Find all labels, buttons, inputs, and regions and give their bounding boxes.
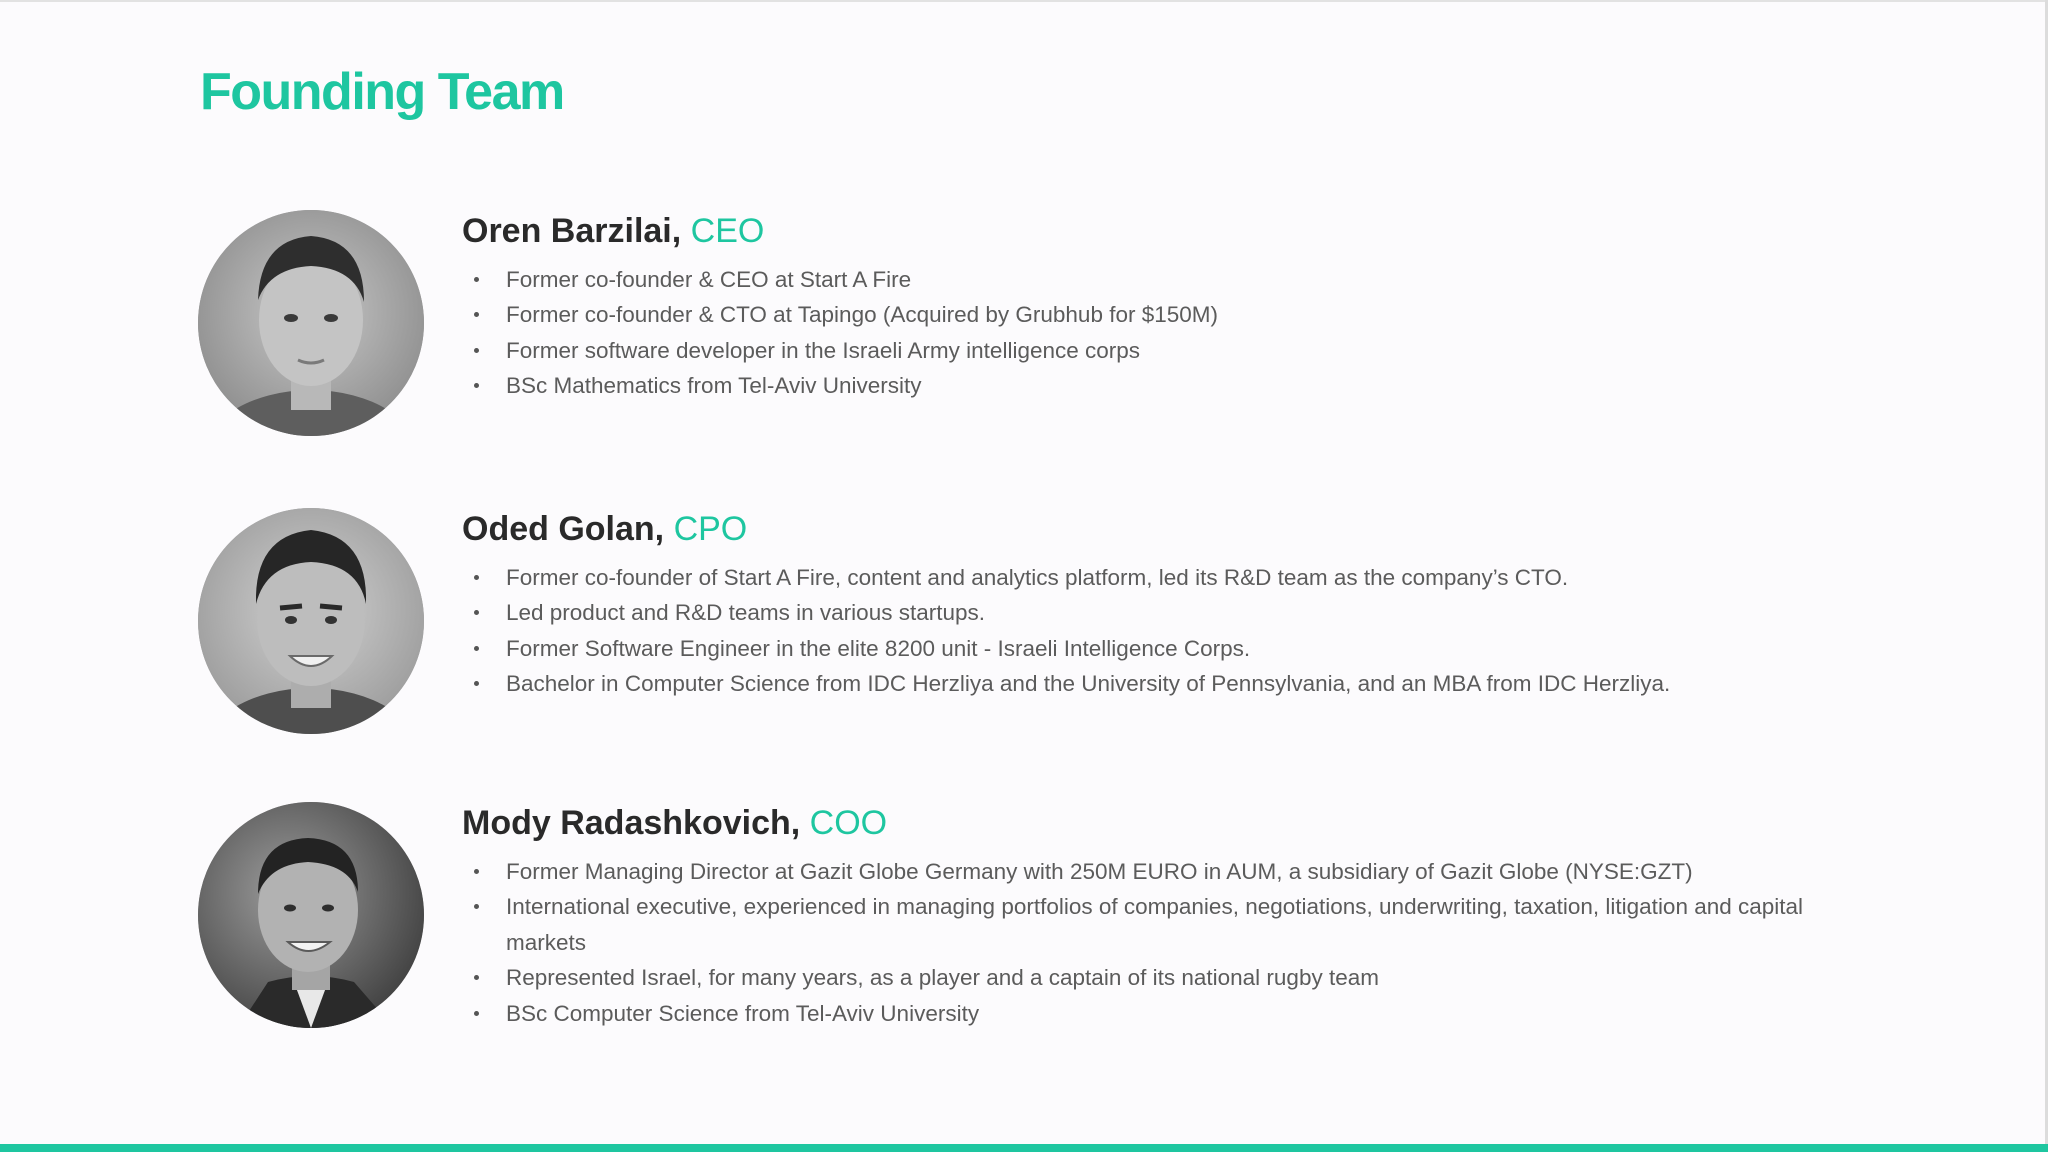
bullet-text: Former co-founder of Start A Fire, content and analytics platform, led its R&D team as the company’s CTO. xyxy=(506,565,1569,590)
list-item xyxy=(462,854,1882,889)
list-item xyxy=(462,666,1882,701)
bullet-icon xyxy=(474,348,479,353)
bullet-text: Former software developer in the Israeli Army intelligence corps xyxy=(506,337,1141,363)
bullet-text: BSc Mathematics from Tel-Aviv University xyxy=(506,373,922,399)
bullet-icon xyxy=(474,277,479,282)
bullet-text: Bachelor in Computer Science from IDC Herzliya and the University of Pennsylvania, and an MBA from IDC Herzliya. xyxy=(506,671,1671,697)
list-item xyxy=(462,996,1882,1031)
bullet-text: Represented Israel, for many years, as a player and a captain of its national rugby team xyxy=(506,965,1379,991)
member-name: Oren Barzilai, xyxy=(462,212,691,250)
member-heading xyxy=(462,508,1882,550)
member-role: CPO xyxy=(673,510,748,548)
member-heading xyxy=(462,210,1882,252)
member-role: COO xyxy=(809,804,888,842)
slide-top-edge xyxy=(0,0,2048,2)
list-item xyxy=(462,595,1882,630)
list-item xyxy=(462,333,1882,368)
member-heading xyxy=(462,802,1882,844)
member-name: Mody Radashkovich, xyxy=(462,804,810,842)
bullet-text: Former co-founder & CTO at Tapingo (Acquired by Grubhub for $150M) xyxy=(506,302,1219,328)
member-bullet-list xyxy=(462,854,1882,1031)
list-item xyxy=(462,889,1882,960)
bullet-text: Former Software Engineer in the elite 8200 unit - Israeli Intelligence Corps. xyxy=(506,635,1251,661)
bullet-icon xyxy=(474,975,479,980)
list-item xyxy=(462,960,1882,995)
accent-footer-bar xyxy=(0,1144,2048,1152)
bullet-text: Former co-founder & CEO at Start A Fire xyxy=(506,267,912,292)
bullet-text: Former Managing Director at Gazit Globe Germany with 250M EURO in AUM, a subsidiary of Gazit Globe (NYSE:GZT) xyxy=(506,859,1693,884)
list-item xyxy=(462,368,1882,403)
member-role: CEO xyxy=(690,212,765,250)
member-info xyxy=(462,210,1882,404)
page-title: Founding Team xyxy=(200,63,564,121)
bullet-icon xyxy=(474,575,479,580)
member-bullet-list xyxy=(462,262,1882,404)
bullet-text: BSc Computer Science from Tel-Aviv University xyxy=(506,1000,980,1026)
member-info xyxy=(462,508,1882,702)
bullet-icon xyxy=(474,312,479,317)
bullet-icon xyxy=(474,1011,479,1016)
member-bullet-list xyxy=(462,560,1882,702)
list-item xyxy=(462,560,1882,595)
portrait-photo-icon xyxy=(198,210,424,436)
portrait-photo-icon xyxy=(198,508,424,734)
member-name: Oded Golan, xyxy=(462,510,674,548)
bullet-icon xyxy=(474,646,479,651)
bullet-icon xyxy=(474,383,479,388)
bullet-icon xyxy=(474,610,479,615)
list-item xyxy=(462,631,1882,666)
list-item xyxy=(462,262,1882,297)
bullet-text: International executive, experienced in managing portfolios of companies, negotiations, underwriting, taxation, litigation and capital markets xyxy=(506,894,1804,955)
list-item xyxy=(462,297,1882,332)
bullet-icon xyxy=(474,904,479,909)
portrait-photo-icon xyxy=(198,802,424,1028)
bullet-icon xyxy=(474,869,479,874)
member-info xyxy=(462,802,1882,1031)
bullet-text: Led product and R&D teams in various startups. xyxy=(506,600,985,626)
bullet-icon xyxy=(474,681,479,686)
